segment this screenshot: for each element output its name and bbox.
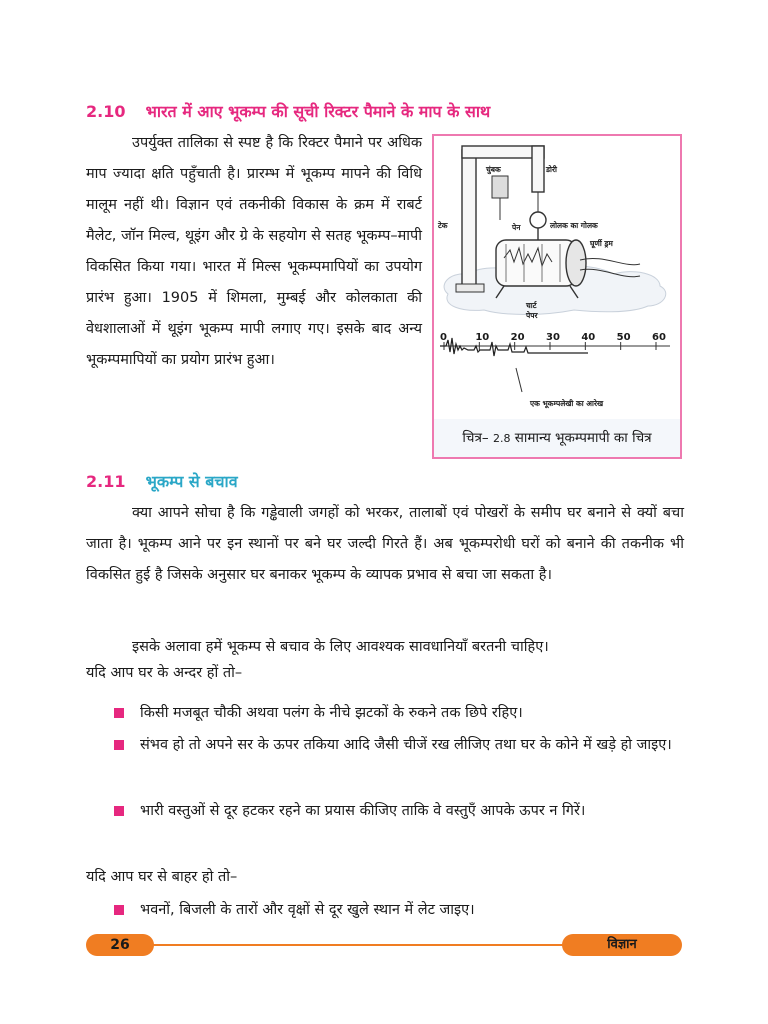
tick-label: 50 <box>616 332 631 343</box>
page-number: 26 <box>86 934 154 956</box>
section-2-11-paragraph-1: क्या आपने सोचा है कि गड्ढेवाली जगहों को भरकर, तालाबों एवं पोखरों के समीप घर बनाने से क्यों बचा जाता है। भूकम्प आने पर इन स्थानों पर बने घर जल्दी गिरते हैं। अब भूकम्परोधी घरों को बनाने की तकनीक भी विकसित हुई है जिसके अनुसार घर बनाकर भूकम्प के व्यापक प्रभाव से बचा जा सकता है। <box>86 505 684 583</box>
list-item-text: किसी मजबूत चौकी अथवा पलंग के नीचे झटकों के रुकने तक छिपे रहिए। <box>140 705 523 721</box>
caption-prefix: चित्र– <box>462 430 489 446</box>
tick-label: 20 <box>510 332 525 343</box>
label-chart-paper-2: पेपर <box>526 311 538 320</box>
section-title: भारत में आए भूकम्प की सूची रिक्टर पैमाने के माप के साथ <box>145 102 491 121</box>
footer-divider <box>140 944 580 946</box>
list-item-text: भवनों, बिजली के तारों और वृक्षों से दूर खुले स्थान में लेट जाइए। <box>140 902 475 918</box>
bullet-square-icon <box>114 708 124 718</box>
list-item-text: संभव हो तो अपने सर के ऊपर तकिया आदि जैसी चीजें रख लीजिए तथा घर के कोने में खड़े हो जाइए। <box>140 737 672 753</box>
section-2-10-heading <box>86 100 490 122</box>
label-chart-paper-1: चार्ट <box>526 301 537 310</box>
list-item-text: भारी वस्तुओं से दूर हटकर रहने का प्रयास कीजिए ताकि वे वस्तुएँ आपके ऊपर न गिरें। <box>140 803 586 819</box>
bullet-square-icon <box>114 905 124 915</box>
bullet-square-icon <box>114 740 124 750</box>
section-number: 2.11 <box>86 472 126 491</box>
subject-label: विज्ञान <box>562 934 682 956</box>
caption-text: सामान्य भूकम्पमापी का चित्र <box>514 430 652 446</box>
bullet-square-icon <box>114 806 124 816</box>
label-string: डोरी <box>546 165 557 174</box>
label-rotating-drum: घूर्णी ड्रम <box>590 239 613 248</box>
figure-caption <box>434 419 680 457</box>
seismometer-figure <box>432 134 682 459</box>
tick-label: 0 <box>440 332 447 343</box>
label-pendulum-bob: लोलक का गोलक <box>550 221 598 230</box>
section-title: भूकम्प से बचाव <box>145 472 238 491</box>
caption-number: 2.8 <box>492 432 511 445</box>
outside-condition: यदि आप घर से बाहर हो तो– <box>86 869 238 885</box>
label-seismogram: एक भूकम्पलेखी का आरेख <box>530 399 604 408</box>
section-number: 2.10 <box>86 102 126 121</box>
section-2-11-heading <box>86 470 238 492</box>
list-item <box>114 698 686 729</box>
label-pen: पेन <box>512 223 521 232</box>
list-item <box>114 730 686 761</box>
section-2-11-paragraph-2: इसके अलावा हमें भूकम्प से बचाव के लिए आवश्यक सावधानियाँ बरतनी चाहिए। <box>132 639 549 655</box>
seismogram-axis <box>440 332 670 350</box>
tick-label: 60 <box>652 332 666 343</box>
tick-label: 10 <box>475 332 490 343</box>
label-stand: टेक <box>438 221 448 230</box>
seismometer-illustration <box>434 136 680 418</box>
inside-condition: यदि आप घर के अन्दर हों तो– <box>86 665 243 681</box>
section-2-10-paragraph: उपर्युक्त तालिका से स्पष्ट है कि रिक्टर पैमाने पर अधिक माप ज्यादा क्षति पहुँचाती है। प्रारम्भ में भूकम्प मापने की विधि मालूम नहीं थी। विज्ञान एवं तकनीकी विकास के क्रम में राबर्ट मैलेट, जॉन मिल्व, थूइंग और ग्रे के सहयोग से सतह भूकम्प–मापी विकसित किया गया। भारत में मिल्स भूकम्पमापियों का उपयोग प्रारंभ हुआ। 1905 में शिमला, मुम्बई और कोलकाता की वेधशालाओं में थूइंग भूकम्प मापी लगाए गए। इसके बाद अन्य भूकम्पमापियों का प्रयोग प्रारंभ हुआ। <box>86 135 422 368</box>
list-item <box>114 796 686 827</box>
tick-label: 30 <box>546 332 560 343</box>
list-item <box>114 895 686 926</box>
tick-label: 40 <box>581 332 596 343</box>
label-magnet: चुंबक <box>486 165 501 174</box>
